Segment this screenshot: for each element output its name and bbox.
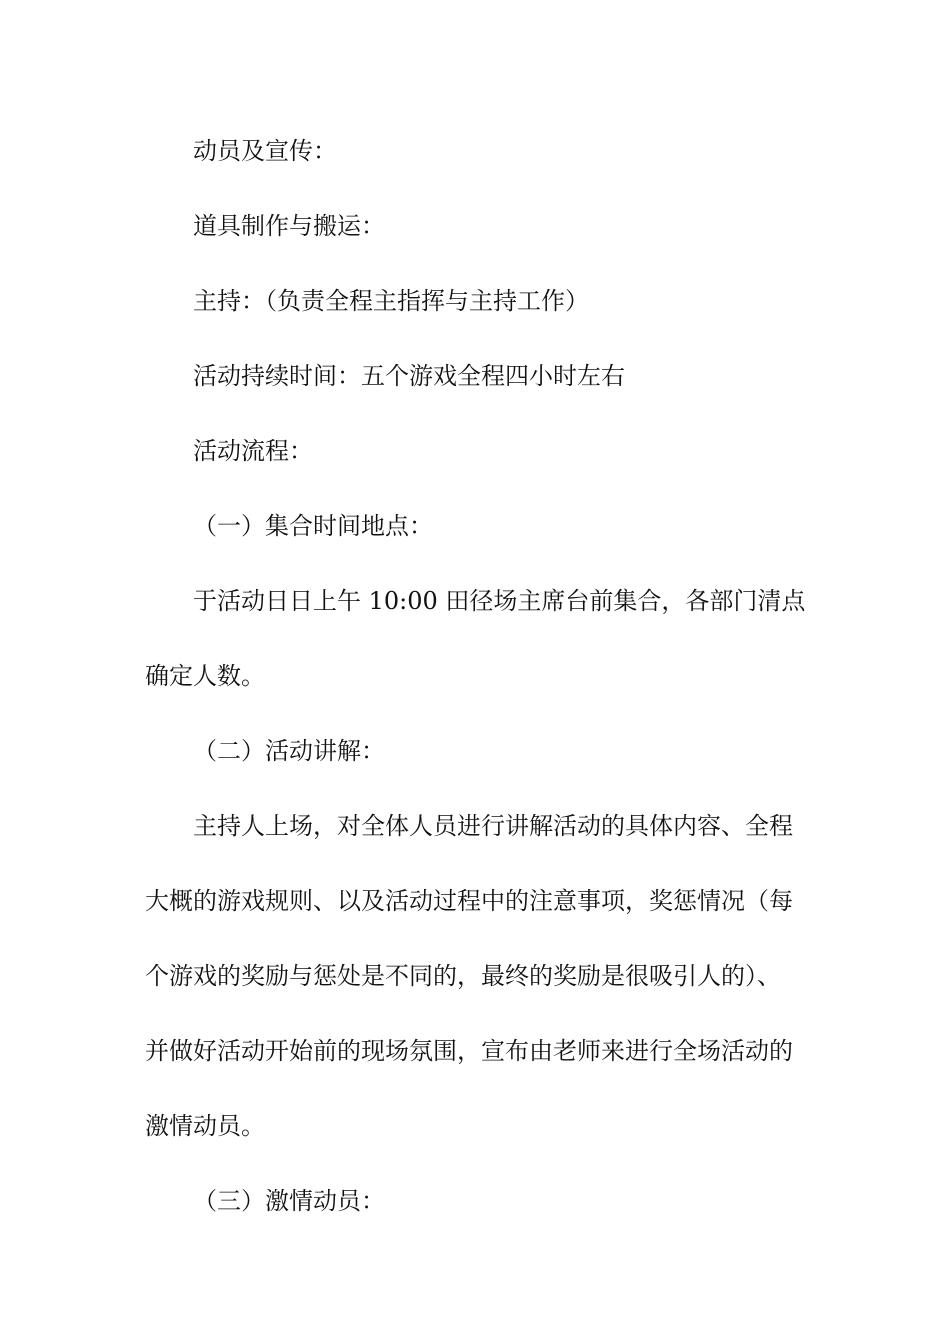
paragraph-line: 个游戏的奖励与惩处是不同的，最终的奖励是很吸引人的）、 bbox=[145, 962, 781, 990]
paragraph-line: 活动持续时间：五个游戏全程四小时左右 bbox=[193, 362, 625, 390]
section-heading: （二）活动讲解： bbox=[193, 737, 385, 765]
paragraph-line: 主持人上场，对全体人员进行讲解活动的具体内容、全程 bbox=[193, 812, 793, 840]
paragraph-line: 大概的游戏规则、以及活动过程中的注意事项，奖惩情况（每 bbox=[145, 887, 793, 915]
paragraph-line: 并做好活动开始前的现场氛围，宣布由老师来进行全场活动的 bbox=[145, 1037, 793, 1065]
paragraph-line: 主持：（负责全程主指挥与主持工作） bbox=[193, 287, 589, 315]
section-heading: （三）激情动员： bbox=[193, 1187, 385, 1215]
paragraph-line: 确定人数。 bbox=[145, 662, 265, 690]
paragraph-line: 活动流程： bbox=[193, 437, 313, 465]
paragraph-line: 激情动员。 bbox=[145, 1112, 265, 1140]
section-heading: （一）集合时间地点： bbox=[193, 512, 433, 540]
paragraph-line: 道具制作与搬运： bbox=[193, 212, 385, 240]
paragraph-line: 于活动日日上午 10:00 田径场主席台前集合，各部门清点 bbox=[193, 587, 806, 615]
paragraph-line: 动员及宣传： bbox=[193, 137, 337, 165]
